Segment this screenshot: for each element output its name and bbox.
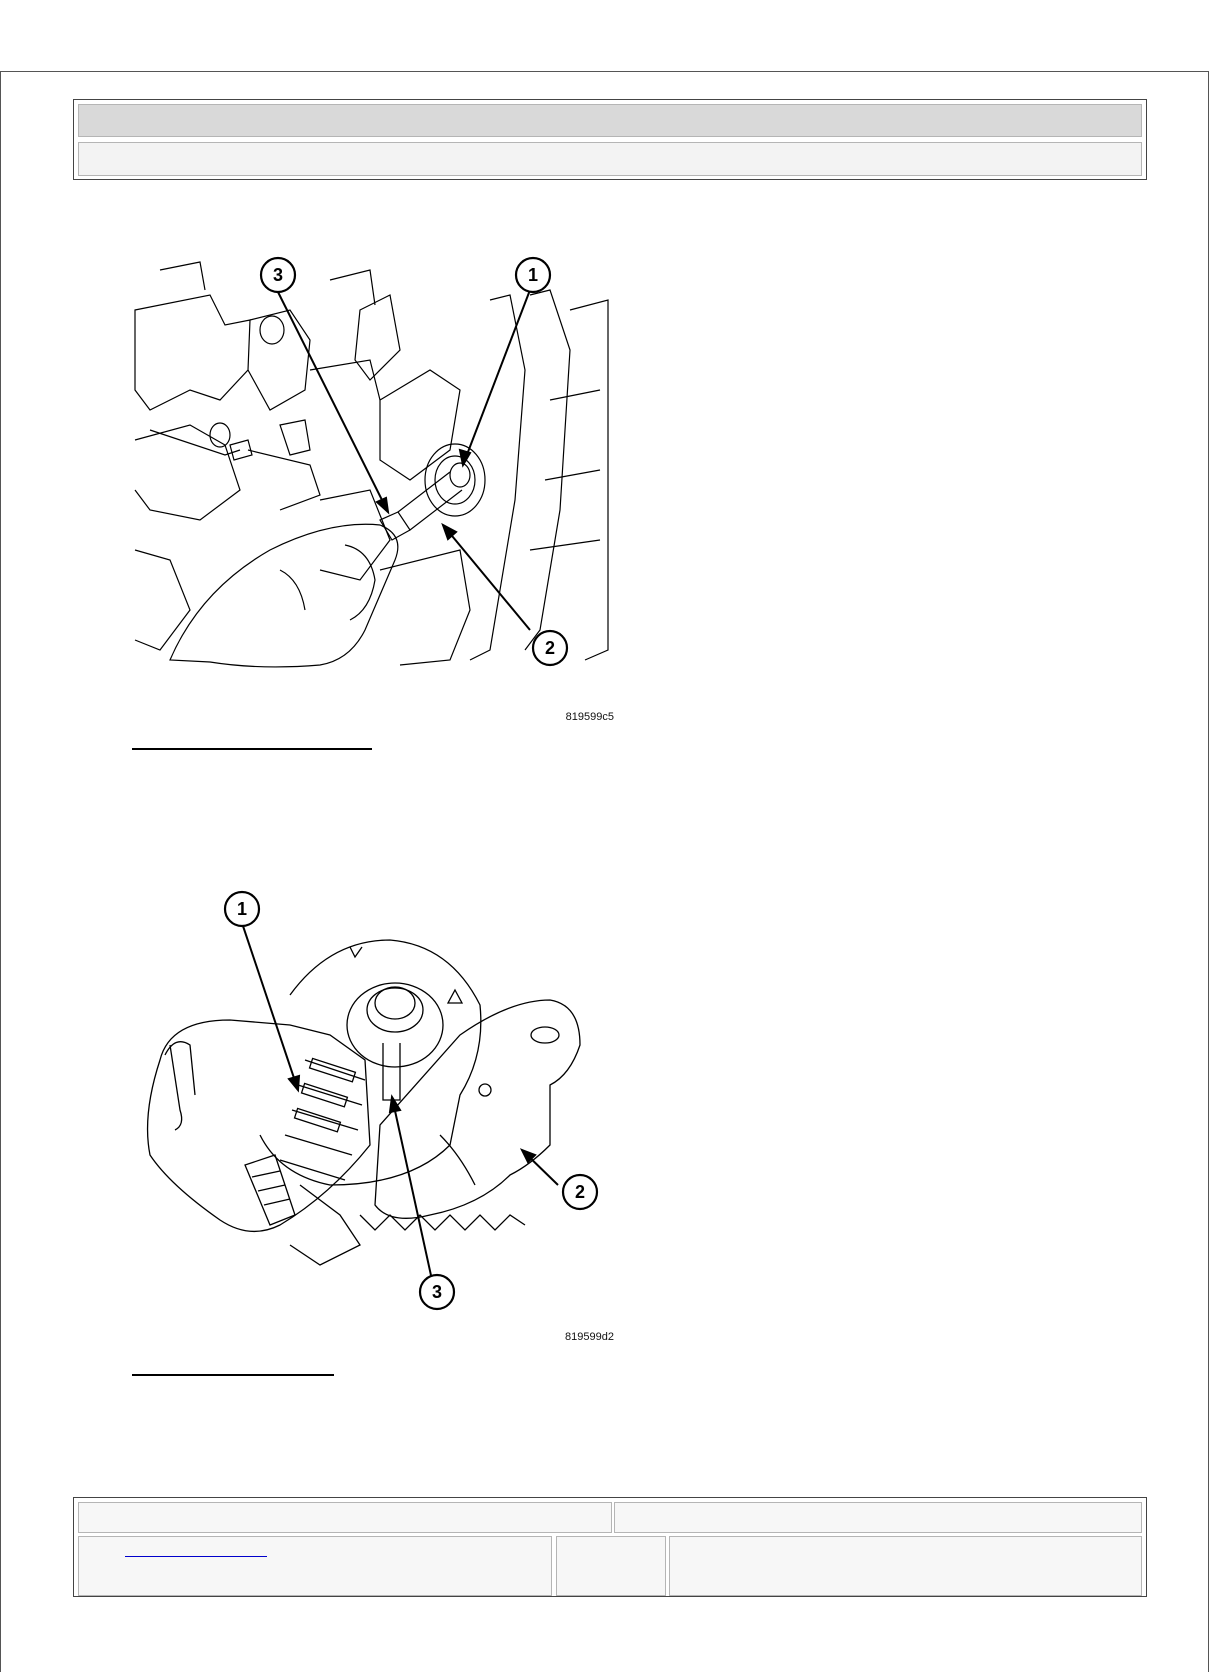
footer-cell-left-bottom — [78, 1536, 552, 1596]
footer-cell-right-bottom — [669, 1536, 1142, 1596]
figure-2-code: 819599d2 — [565, 1331, 614, 1343]
figure-1-callout-3: 3 — [272, 265, 284, 285]
figure-2-callout-1: 1 — [236, 899, 248, 919]
figure-2-callout-2: 2 — [574, 1182, 586, 1202]
figure-1 — [130, 250, 620, 725]
header-table — [73, 99, 1147, 180]
figure-1-code: 819599c5 — [565, 711, 614, 723]
figure-1-illustration — [130, 250, 620, 725]
figure-1-callout-1: 1 — [527, 265, 539, 285]
footer-cell-left-top — [78, 1502, 612, 1533]
figure-2-callout-3: 3 — [431, 1282, 443, 1302]
figure-2-caption-underline — [132, 1374, 334, 1376]
figure-1-caption-underline — [132, 748, 372, 750]
footer-cell-mid-bottom — [556, 1536, 666, 1596]
figure-2-illustration — [130, 885, 620, 1350]
figure-1-callout-2: 2 — [544, 638, 556, 658]
footer-link[interactable] — [125, 1556, 267, 1557]
figure-2 — [130, 885, 620, 1350]
footer-table — [73, 1497, 1147, 1597]
header-title-row — [78, 104, 1142, 137]
footer-cell-right-top — [614, 1502, 1142, 1533]
header-subtitle-row — [78, 142, 1142, 176]
